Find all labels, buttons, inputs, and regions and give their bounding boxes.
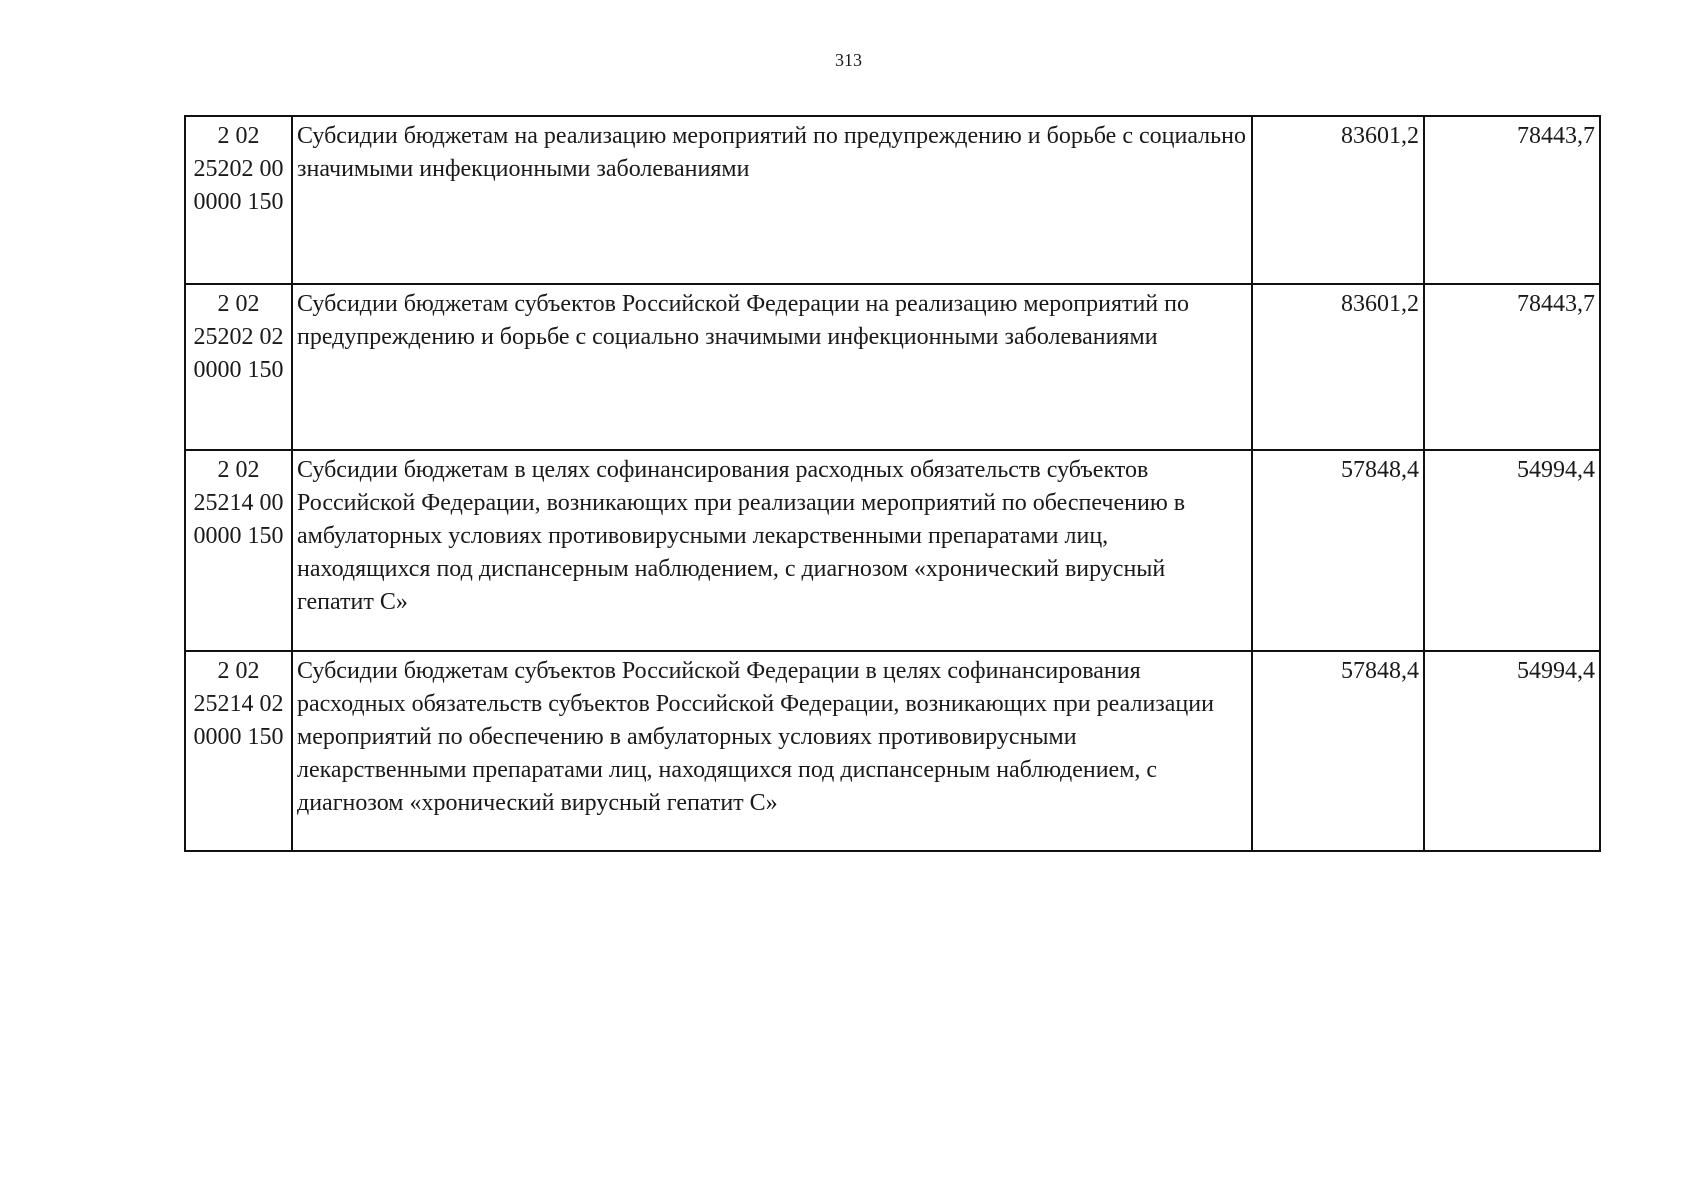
budget-code-cell: 2 02 25202 02 0000 150 [185, 284, 292, 450]
budget-revenue-table [184, 115, 1601, 852]
revenue-name-cell: Субсидии бюджетам в целях софинансирования расходных обязательств субъектов Российской Федерации, возникающих при реализации мероприятий по обеспечению в амбулаторных условиях противовирусными лекарственными препаратами лиц, находящихся под диспансерным наблюдением, с диагнозом «хронический вирусный гепатит С» [292, 450, 1252, 651]
amount-cell-2: 78443,7 [1424, 116, 1600, 284]
amount-cell-2: 78443,7 [1424, 284, 1600, 450]
budget-code-cell: 2 02 25202 00 0000 150 [185, 116, 292, 284]
revenue-name-cell: Субсидии бюджетам субъектов Российской Федерации на реализацию мероприятий по предупреждению и борьбе с социально значимыми инфекционными заболеваниями [292, 284, 1252, 450]
amount-cell-2: 54994,4 [1424, 651, 1600, 851]
table-row [185, 284, 1600, 450]
table-row [185, 116, 1600, 284]
revenue-name-cell: Субсидии бюджетам на реализацию мероприятий по предупреждению и борьбе с социально значимыми инфекционными заболеваниями [292, 116, 1252, 284]
amount-cell-1: 83601,2 [1252, 284, 1424, 450]
amount-cell-1: 57848,4 [1252, 651, 1424, 851]
budget-code-cell: 2 02 25214 02 0000 150 [185, 651, 292, 851]
amount-cell-1: 83601,2 [1252, 116, 1424, 284]
budget-code-cell: 2 02 25214 00 0000 150 [185, 450, 292, 651]
table-row [185, 450, 1600, 651]
page-number: 313 [835, 50, 862, 70]
amount-cell-1: 57848,4 [1252, 450, 1424, 651]
table-row [185, 651, 1600, 851]
amount-cell-2: 54994,4 [1424, 450, 1600, 651]
revenue-name-cell: Субсидии бюджетам субъектов Российской Федерации в целях софинансирования расходных обязательств субъектов Российской Федерации, возникающих при реализации мероприятий по обеспечению в амбулаторных условиях противовирусными лекарственными препаратами лиц, находящихся под диспансерным наблюдением, с диагнозом «хронический вирусный гепатит С» [292, 651, 1252, 851]
